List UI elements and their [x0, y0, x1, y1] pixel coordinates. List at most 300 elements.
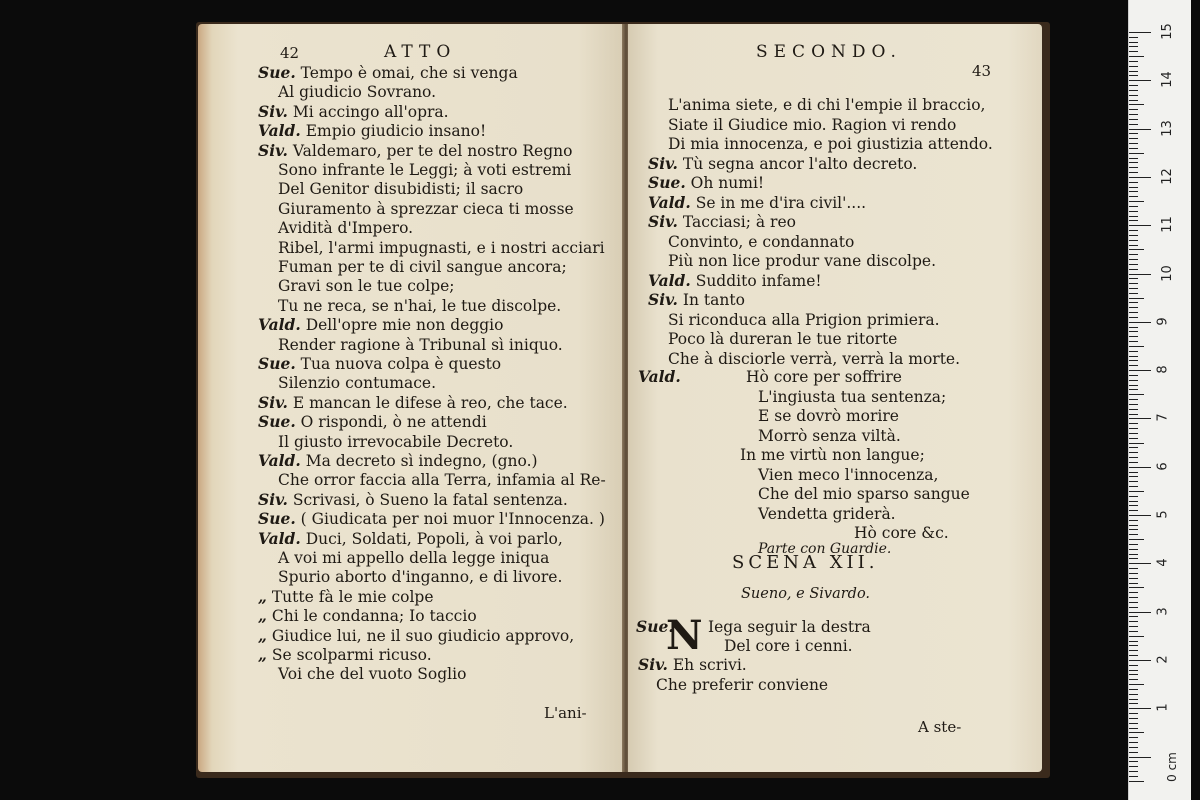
aria-line: E se dovrò morire — [758, 407, 899, 425]
verse-text: Del Genitor disubidisti; il sacro — [278, 180, 524, 199]
ruler-tick — [1129, 496, 1138, 497]
ruler-number: 5 — [1155, 510, 1171, 519]
ruler-tick — [1129, 119, 1138, 120]
ruler-number: 10 — [1159, 264, 1175, 282]
verse-text: Valdemaro, per te del nostro Regno — [287, 141, 573, 160]
ruler-tick — [1129, 95, 1138, 96]
verse-text: Il giusto irrevocabile Decreto. — [278, 432, 514, 451]
speaker-label: Sue. — [258, 509, 296, 529]
ruler-tick — [1129, 399, 1138, 400]
speaker-label: „ — [258, 645, 267, 664]
ruler-tick — [1129, 182, 1138, 183]
ruler-number: 13 — [1159, 119, 1175, 137]
ruler-tick — [1129, 51, 1138, 52]
left-page — [198, 24, 624, 772]
ruler-tick — [1129, 510, 1138, 511]
speaker-label: Vald. — [258, 121, 301, 141]
ruler-tick — [1129, 549, 1138, 550]
verse-text: Che preferir conviene — [656, 676, 829, 694]
ruler-tick — [1129, 529, 1138, 530]
ruler-tick — [1129, 129, 1151, 130]
aria-line: Morrò senza viltà. — [758, 426, 901, 445]
text-line — [278, 180, 523, 198]
ruler-tick — [1129, 216, 1138, 217]
text-line — [648, 272, 822, 290]
text-line — [278, 374, 436, 392]
ruler-number: 4 — [1155, 558, 1171, 567]
verse-text: E mancan le difese à reo, che tace. — [287, 393, 568, 412]
verse-text: Di mia innocenza, e poi giustizia attendo. — [668, 135, 993, 153]
verse-text: Tutte fà le mie colpe — [266, 587, 434, 606]
ruler-tick — [1129, 42, 1138, 43]
verse-text: Giuramento à sprezzar cieca ti mosse — [278, 199, 574, 218]
ruler-tick — [1129, 167, 1138, 168]
text-line — [668, 233, 854, 251]
ruler-tick — [1129, 631, 1138, 632]
ruler-tick — [1129, 394, 1144, 395]
ruler-tick — [1129, 288, 1138, 289]
text-line — [278, 297, 561, 315]
text-line — [278, 239, 605, 257]
ruler-tick — [1129, 191, 1138, 192]
ruler-number: 9 — [1155, 317, 1171, 326]
ruler-tick — [1129, 766, 1138, 767]
ruler-tick — [1129, 665, 1138, 666]
ruler-tick — [1129, 597, 1138, 598]
speaker-label: Sue. — [648, 173, 686, 192]
ruler-tick — [1129, 563, 1151, 564]
ruler-tick — [1129, 515, 1151, 516]
ruler-tick — [1129, 235, 1138, 236]
text-line — [278, 336, 563, 354]
text-line — [258, 394, 568, 412]
speaker-label: Siv. — [648, 153, 678, 173]
verse-text: Si riconduca alla Prigion primiera. — [668, 310, 940, 329]
verse-text: Voi che del vuoto Soglio — [278, 665, 467, 684]
ruler-tick — [1129, 404, 1138, 405]
ruler-tick — [1129, 636, 1144, 637]
ruler-tick — [1129, 645, 1138, 646]
text-line — [648, 291, 745, 309]
ruler-tick — [1129, 650, 1138, 651]
verse-text: Tempo è omai, che si venga — [295, 64, 518, 82]
speaker-label: Sue. — [258, 354, 296, 373]
text-line — [258, 530, 563, 548]
ruler-tick — [1129, 138, 1138, 139]
ruler-tick — [1129, 143, 1138, 144]
verse-text: Empio giudicio insano! — [300, 122, 487, 141]
ruler-tick — [1129, 544, 1138, 545]
text-line — [668, 135, 993, 153]
text-line — [258, 588, 434, 606]
ruler-tick — [1129, 90, 1138, 91]
ruler-tick — [1129, 201, 1144, 202]
verse-text: Render ragione à Tribunal sì iniquo. — [278, 335, 563, 354]
ruler-tick — [1129, 37, 1138, 38]
measuring-ruler — [1128, 0, 1191, 800]
ruler-tick — [1129, 718, 1138, 719]
ruler-tick — [1129, 409, 1138, 410]
verse-text: Siate il Giudice mio. Ragion vi rendo — [668, 115, 957, 134]
text-line — [668, 330, 897, 348]
ruler-tick — [1129, 327, 1138, 328]
verse-text: Avidità d'Impero. — [278, 219, 414, 238]
ruler-tick — [1129, 360, 1138, 361]
ruler-tick — [1129, 592, 1138, 593]
ruler-tick — [1129, 211, 1138, 212]
verse-text: Tu ne reca, se n'hai, le tue discolpe. — [278, 296, 562, 315]
ruler-tick — [1129, 481, 1138, 482]
ruler-tick — [1129, 737, 1138, 738]
ruler-tick — [1129, 187, 1138, 188]
verse-text: Tua nuova colpa è questo — [295, 355, 502, 373]
text-line — [278, 161, 571, 179]
aria-line: Che del mio sparso sangue — [758, 485, 970, 503]
ruler-tick — [1129, 385, 1138, 386]
speaker-label: Vald. — [258, 528, 301, 548]
verse-text: Dell'opre mie non deggio — [300, 316, 504, 335]
ruler-tick — [1129, 684, 1144, 685]
text-line — [278, 665, 466, 683]
ruler-tick — [1129, 269, 1138, 270]
ruler-tick — [1129, 428, 1138, 429]
scene-line — [724, 637, 853, 655]
text-line — [258, 122, 486, 140]
ruler-tick — [1129, 206, 1138, 207]
ruler-tick — [1129, 447, 1138, 448]
verse-text: Eh scrivi. — [667, 656, 747, 674]
ruler-tick — [1129, 346, 1144, 347]
ruler-tick — [1129, 85, 1138, 86]
ruler-tick — [1129, 109, 1138, 110]
ruler-tick — [1129, 505, 1138, 506]
speaker-label: Siv. — [648, 212, 678, 231]
ruler-tick — [1129, 670, 1138, 671]
speaker-label: Siv. — [258, 392, 288, 412]
text-line — [668, 252, 936, 270]
right-page-number: 43 — [972, 62, 992, 80]
ruler-tick — [1129, 462, 1138, 463]
text-line — [668, 96, 985, 114]
text-line — [258, 607, 477, 625]
speaker-label: Vald. — [648, 270, 691, 290]
verse-text: Silenzio contumace. — [278, 374, 436, 393]
ruler-tick — [1129, 568, 1138, 569]
ruler-tick — [1129, 196, 1138, 197]
text-line — [258, 355, 501, 373]
ruler-number: 7 — [1155, 413, 1171, 423]
verse-text: Suddito infame! — [690, 271, 822, 290]
verse-text: Al giudicio Sovrano. — [278, 83, 437, 102]
ruler-tick — [1129, 689, 1138, 690]
verse-text: Poco là dureran le tue ritorte — [668, 330, 898, 348]
ruler-tick — [1129, 114, 1138, 115]
left-running-head: ATTO — [384, 42, 457, 62]
speaker-label: Sue. — [636, 617, 674, 636]
text-line — [278, 83, 436, 101]
ruler-tick — [1129, 525, 1138, 526]
ruler-tick — [1129, 781, 1144, 782]
verse-text: Sono infrante le Leggi; à voti estremi — [278, 161, 572, 179]
ruler-tick — [1129, 742, 1138, 743]
verse-text: Se scolparmi ricuso. — [266, 646, 432, 664]
ruler-tick — [1129, 655, 1138, 656]
ruler-tick — [1129, 124, 1138, 125]
text-line — [278, 568, 562, 586]
ruler-tick — [1129, 476, 1138, 477]
speaker-label: Vald. — [258, 315, 301, 335]
verse-text: Giudice lui, ne il suo giudicio approvo, — [266, 626, 575, 645]
ruler-tick — [1129, 452, 1138, 453]
ruler-tick — [1129, 365, 1138, 366]
ruler-tick — [1129, 46, 1138, 47]
ruler-tick — [1129, 80, 1151, 81]
ruler-tick — [1129, 100, 1138, 101]
speaker-label: „ — [258, 606, 267, 626]
ruler-tick — [1129, 602, 1138, 603]
text-line — [258, 413, 487, 431]
ruler-number: 3 — [1155, 606, 1171, 616]
ruler-tick — [1129, 158, 1138, 159]
ruler-tick — [1129, 534, 1138, 535]
ruler-tick — [1129, 699, 1138, 700]
speaker-label: „ — [258, 586, 267, 606]
ruler-tick — [1129, 356, 1138, 357]
ruler-tick — [1129, 264, 1138, 265]
text-line — [668, 311, 940, 329]
speaker-label: Siv. — [258, 101, 288, 121]
ruler-tick — [1129, 56, 1144, 57]
scene-title: SCENA XII. — [732, 552, 879, 573]
text-line — [278, 200, 574, 218]
text-line — [258, 316, 503, 334]
ruler-tick — [1129, 641, 1138, 642]
text-line — [648, 155, 917, 173]
text-line — [278, 258, 567, 276]
ruler-tick — [1129, 587, 1144, 588]
text-line — [648, 194, 866, 212]
ruler-tick — [1129, 283, 1138, 284]
text-line — [278, 277, 455, 295]
text-line — [278, 433, 513, 451]
verse-text: Ribel, l'armi impugnasti, e i nostri acciari — [278, 238, 605, 257]
ruler-tick — [1129, 162, 1138, 163]
ruler-number: 8 — [1155, 365, 1171, 374]
ruler-tick — [1129, 679, 1138, 680]
ruler-tick — [1129, 732, 1144, 733]
ruler-tick — [1129, 148, 1138, 149]
verse-text: Che orror faccia alla Terra, infamia al Re- — [278, 471, 606, 490]
ruler-tick — [1129, 177, 1151, 178]
right-catchword: A ste- — [918, 718, 962, 736]
ruler-tick — [1129, 66, 1138, 67]
ruler-tick — [1129, 317, 1138, 318]
text-line — [258, 103, 449, 121]
text-line — [258, 627, 574, 645]
ruler-tick — [1129, 694, 1138, 695]
ruler-tick — [1129, 225, 1151, 226]
ruler-number: 2 — [1155, 655, 1171, 664]
ruler-tick — [1129, 747, 1138, 748]
ruler-tick — [1129, 249, 1144, 250]
ruler-tick — [1129, 389, 1138, 390]
ruler-tick — [1129, 322, 1151, 323]
left-page-number: 42 — [280, 44, 300, 62]
ruler-tick — [1129, 104, 1144, 105]
scene-line — [636, 617, 871, 636]
verse-text: Oh numi! — [685, 174, 765, 192]
ruler-tick — [1129, 573, 1138, 574]
ruler-tick — [1129, 728, 1138, 729]
ruler-tick — [1129, 375, 1138, 376]
ruler-tick — [1129, 312, 1138, 313]
ruler-tick — [1129, 274, 1151, 275]
verse-text: Del core i cenni. — [724, 637, 853, 655]
text-line — [258, 491, 568, 509]
ruler-tick — [1129, 539, 1144, 540]
ruler-tick — [1129, 443, 1144, 444]
ruler-tick — [1129, 75, 1138, 76]
verse-text: Spurio aborto d'inganno, e di livore. — [278, 568, 563, 587]
text-line — [278, 549, 549, 567]
ruler-tick — [1129, 380, 1138, 381]
ruler-tick — [1129, 302, 1138, 303]
verse-text: Che à disciorle verrà, verrà la morte. — [668, 349, 961, 368]
aria-line: Hò core &c. — [854, 524, 949, 542]
text-line — [258, 452, 538, 470]
text-line — [258, 510, 605, 528]
speaker-label: Siv. — [258, 140, 288, 160]
verse-text: Chi le condanna; Io taccio — [266, 607, 477, 626]
verse-text: Scrivasi, ò Sueno la fatal sentenza. — [287, 490, 568, 509]
ruler-tick — [1129, 298, 1144, 299]
speaker-label: Siv. — [258, 489, 288, 509]
ruler-number: 1 — [1155, 703, 1171, 712]
ruler-tick — [1129, 230, 1138, 231]
right-page — [628, 24, 1042, 772]
verse-text: A voi mi appello della legge iniqua — [278, 549, 550, 567]
text-line — [648, 213, 796, 231]
ruler-tick — [1129, 607, 1138, 608]
ruler-tick — [1129, 307, 1138, 308]
text-line — [668, 350, 960, 368]
aria-line: L'ingiusta tua sentenza; — [758, 387, 947, 406]
verse-text: In tanto — [677, 291, 745, 309]
speaker-label: Sue. — [258, 412, 296, 432]
text-line — [648, 174, 764, 192]
ruler-tick — [1129, 703, 1138, 704]
ruler-tick — [1129, 259, 1138, 260]
ruler-tick — [1129, 491, 1144, 492]
stage-direction: Parte con Guardie. — [758, 541, 892, 557]
ruler-tick — [1129, 616, 1138, 617]
ruler-tick — [1129, 713, 1138, 714]
ruler-tick — [1129, 133, 1138, 134]
ruler-unit-label: 0 cm — [1164, 752, 1179, 782]
scene-characters: Sueno, e Sivardo. — [741, 586, 871, 602]
ruler-tick — [1129, 336, 1138, 337]
verse-text: Ma decreto sì indegno, (gno.) — [300, 452, 538, 470]
verse-text: Tacciasi; à reo — [677, 213, 796, 231]
aria-line: Vien meco l'innocenza, — [758, 465, 939, 484]
ruler-tick — [1129, 578, 1138, 579]
speaker-label: „ — [258, 625, 267, 645]
ruler-tick — [1129, 558, 1138, 559]
ruler-tick — [1129, 583, 1138, 584]
verse-text: Se in me d'ira civil'.... — [690, 193, 867, 212]
ruler-tick — [1129, 457, 1138, 458]
ruler-tick — [1129, 341, 1138, 342]
ruler-tick — [1129, 660, 1151, 661]
ruler-tick — [1129, 674, 1138, 675]
scene-line — [656, 676, 828, 694]
ruler-tick — [1129, 240, 1138, 241]
ruler-tick — [1129, 621, 1138, 622]
ruler-tick — [1129, 331, 1138, 332]
ruler-tick — [1129, 351, 1138, 352]
ruler-tick — [1129, 776, 1138, 777]
ruler-tick — [1129, 414, 1138, 415]
ruler-tick — [1129, 472, 1138, 473]
ruler-tick — [1129, 761, 1138, 762]
verse-text: Gravi son le tue colpe; — [278, 277, 455, 296]
aria-line: In me virtù non langue; — [740, 446, 925, 464]
ruler-tick — [1129, 612, 1151, 613]
verse-text: Più non lice produr vane discolpe. — [668, 252, 937, 270]
verse-text: ( Giudicata per noi muor l'Innocenza. ) — [295, 510, 605, 529]
ruler-tick — [1129, 254, 1138, 255]
left-catchword: L'ani- — [544, 704, 587, 722]
ruler-tick — [1129, 752, 1138, 753]
ruler-tick — [1129, 32, 1151, 33]
aria-line: Hò core per soffrire — [746, 368, 902, 386]
ruler-number: 12 — [1159, 168, 1175, 185]
speaker-label: Siv. — [648, 290, 678, 309]
aria-speaker: Vald. — [638, 367, 681, 386]
verse-text: Mi accingo all'opra. — [287, 102, 449, 121]
text-line — [278, 471, 606, 489]
ruler-tick — [1129, 486, 1138, 487]
ruler-tick — [1129, 71, 1138, 72]
ruler-tick — [1129, 370, 1151, 371]
scene-line — [638, 656, 747, 674]
ruler-tick — [1129, 626, 1138, 627]
ruler-tick — [1129, 757, 1151, 758]
ruler-tick — [1129, 245, 1138, 246]
drop-cap: N — [666, 612, 703, 659]
ruler-tick — [1129, 501, 1138, 502]
verse-text: Fuman per te di civil sangue ancora; — [278, 258, 567, 276]
ruler-tick — [1129, 554, 1138, 555]
right-running-head: SECONDO. — [756, 42, 902, 62]
verse-text: Convinto, e condannato — [668, 232, 855, 251]
text-line — [278, 219, 413, 237]
verse-text: Iega seguir la destra — [708, 618, 871, 636]
text-line — [258, 64, 518, 82]
speaker-label: Vald. — [258, 451, 301, 470]
ruler-number: 6 — [1155, 462, 1171, 471]
ruler-tick — [1129, 433, 1138, 434]
text-line — [258, 142, 572, 160]
ruler-tick — [1129, 438, 1138, 439]
text-line — [258, 646, 432, 664]
speaker-label: Sue. — [258, 63, 296, 82]
ruler-tick — [1129, 172, 1138, 173]
ruler-tick — [1129, 423, 1138, 424]
verse-text: O rispondi, ò ne attendi — [295, 413, 487, 432]
ruler-tick — [1129, 61, 1138, 62]
ruler-tick — [1129, 520, 1138, 521]
